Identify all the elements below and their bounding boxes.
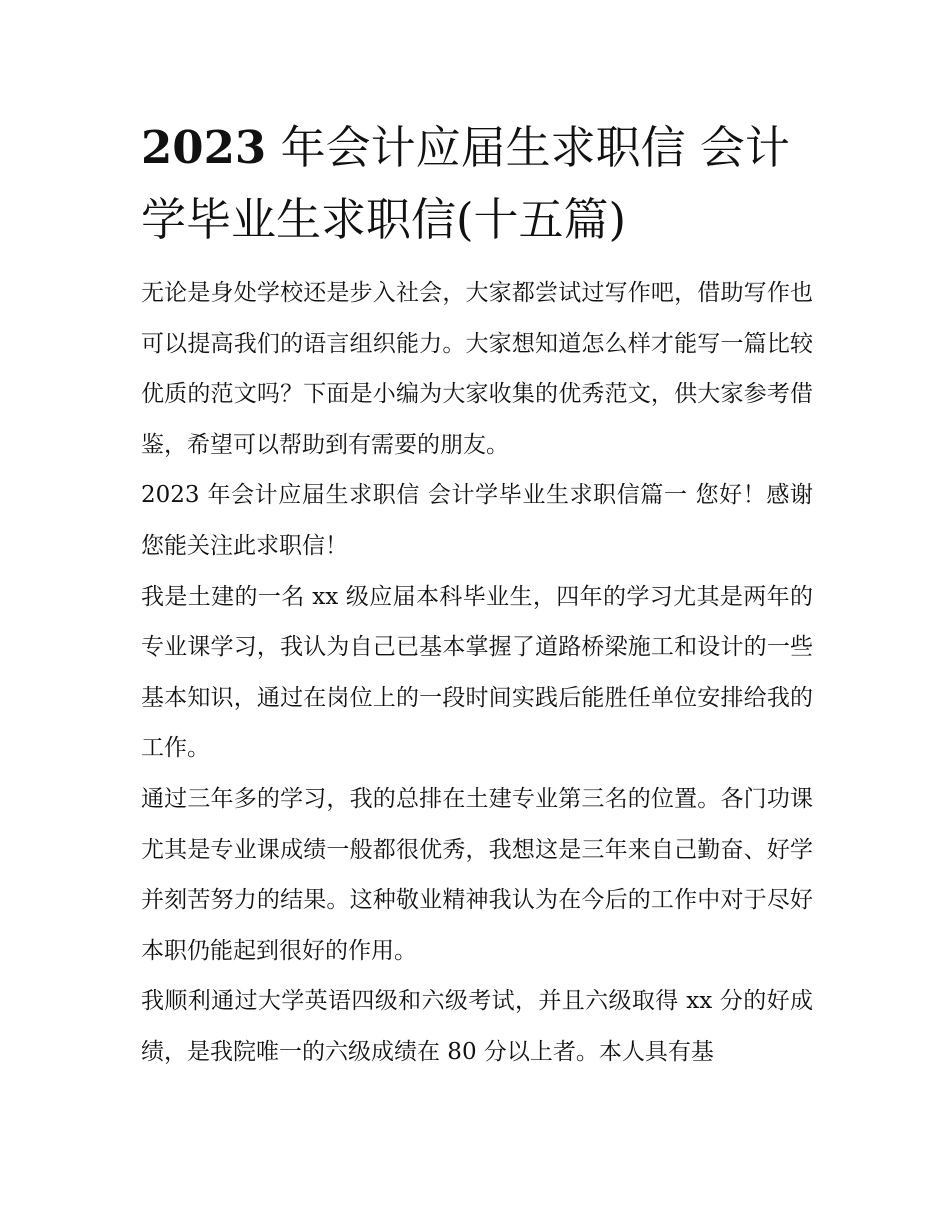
document-title [141, 112, 813, 256]
title-text: 年会计应届生求职信 会计学毕业生求职信(十五篇) [141, 121, 790, 246]
paragraph-greeting: 2023 年会计应届生求职信 会计学毕业生求职信篇一 您好！感谢您能关注此求职信！ [141, 482, 813, 559]
paragraph-academics: 通过三年多的学习，我的总排在土建专业第三名的位置。各门功课尤其是专业课成绩一般都很优秀，我想这是三年来自己勤奋、好学并刻苦努力的结果。这种敬业精神我认为在今后的工作中对于尽好本职仍能起到很好的作用。 [141, 785, 813, 964]
paragraph-english: 我顺利通过大学英语四级和六级考试，并且六级取得 xx 分的好成绩，是我院唯一的六级成绩在 80 分以上者。本人具有基 [141, 988, 813, 1065]
document-page [141, 112, 813, 1078]
title-year: 2023 [141, 121, 267, 174]
paragraph-intro: 无论是身处学校还是步入社会，大家都尝试过写作吧，借助写作也可以提高我们的语言组织能力。大家想知道怎么样才能写一篇比较优质的范文吗？下面是小编为大家收集的优秀范文，供大家参考借鉴，希望可以帮助到有需要的朋友。 [141, 280, 813, 458]
paragraph-background: 我是土建的一名 xx 级应届本科毕业生，四年的学习尤其是两年的专业课学习，我认为自己已基本掌握了道路桥梁施工和设计的一些基本知识，通过在岗位上的一段时间实践后能胜任单位安排给我的工作。 [141, 583, 813, 762]
